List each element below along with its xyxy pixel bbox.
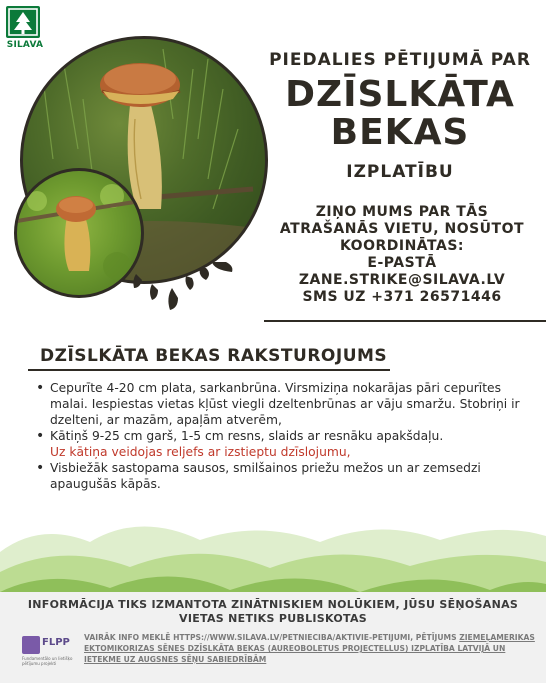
more-info-text bbox=[84, 632, 536, 665]
list-item bbox=[50, 428, 534, 460]
flpp-subtitle: Fundamentālo un lietišķo pētījumu projekti bbox=[22, 656, 73, 666]
more-info-prefix[interactable]: VAIRĀK INFO MEKLĒ HTTPS://WWW.SILAVA.LV/PETNIECIBA/AKTIVIE-PETIJUMI, PĒTĪJUMS bbox=[84, 633, 460, 642]
mushroom-photo-small bbox=[14, 168, 144, 298]
bullet-text-3: Visbiežāk sastopama sausos, smilšainos priežu mežos un ar zemsedzi apaugušās kāpās. bbox=[50, 461, 481, 491]
bullet-text-1: Cepurīte 4-20 cm plata, sarkanbrūna. Virsmiziņa nokarājas pāri cepurītes malai. Iespiestas vietas kļūst viegli dzeltenbrūnas ar vāju smaržu. Stobriņi ir dzelteni, ar mazām, apaļām atverēm, bbox=[50, 381, 520, 427]
contact-block bbox=[276, 204, 528, 306]
project-link[interactable]: ZIEMEĻAMERIKAS EKTOMIKORIZAS SĒNES DZĪSLKĀTA BEKAS (AUREOBOLETUS PROJECTELLUS) IZPLATĪBA LATVIJĀ UN IETEKME UZ AUGSNES SĒŅU SABIEDRĪBĀM bbox=[84, 633, 535, 664]
list-item bbox=[50, 460, 534, 492]
headline-title-line2: BEKAS bbox=[330, 112, 470, 153]
privacy-note: INFORMĀCIJA TIKS IZMANTOTA ZINĀTNISKIEM NOLŪKIEM, JŪSU SĒŅOŠANAS VIETAS NETIKS PUBLISKOTAS bbox=[27, 598, 519, 625]
contact-line-1: ZIŅO MUMS PAR TĀS bbox=[315, 204, 489, 220]
flpp-logo bbox=[22, 636, 73, 666]
headline-post: IZPLATĪBU bbox=[346, 162, 454, 182]
tree-icon bbox=[6, 6, 40, 38]
characteristics-list bbox=[30, 380, 534, 492]
divider bbox=[264, 320, 546, 322]
sunray-decoration bbox=[130, 258, 240, 320]
bullet-text-2: Kātiņš 9-25 cm garš, 1-5 cm resns, slaids ar resnāku apakšdaļu. bbox=[50, 429, 444, 443]
section-heading: DZĪSLKĀTA BEKAS RAKSTUROJUMS bbox=[40, 346, 388, 366]
contact-line-3: KOORDINĀTAS: bbox=[339, 238, 465, 254]
contact-line-email-label: E-PASTĀ bbox=[367, 255, 437, 271]
list-item bbox=[50, 380, 534, 428]
contact-line-2: ATRAŠANĀS VIETU, NOSŪTOT bbox=[279, 221, 525, 237]
silava-logo bbox=[4, 6, 44, 52]
flpp-name: FLPP bbox=[42, 637, 70, 648]
contact-sms[interactable]: SMS UZ +371 26571446 bbox=[302, 289, 502, 305]
headline-pre: PIEDALIES PĒTIJUMĀ PAR bbox=[269, 50, 531, 70]
bullet-text-2-highlight: Uz kātiņa veidojas reljefs ar izstieptu dzīslojumu, bbox=[50, 445, 351, 459]
section-underline bbox=[28, 369, 390, 371]
contact-email[interactable]: ZANE.STRIKE@SILAVA.LV bbox=[298, 272, 506, 288]
logo-text: SILAVA bbox=[6, 40, 44, 50]
headline-title-line1: DZĪSLKĀTA bbox=[285, 74, 515, 115]
flpp-grid-icon bbox=[22, 636, 40, 654]
